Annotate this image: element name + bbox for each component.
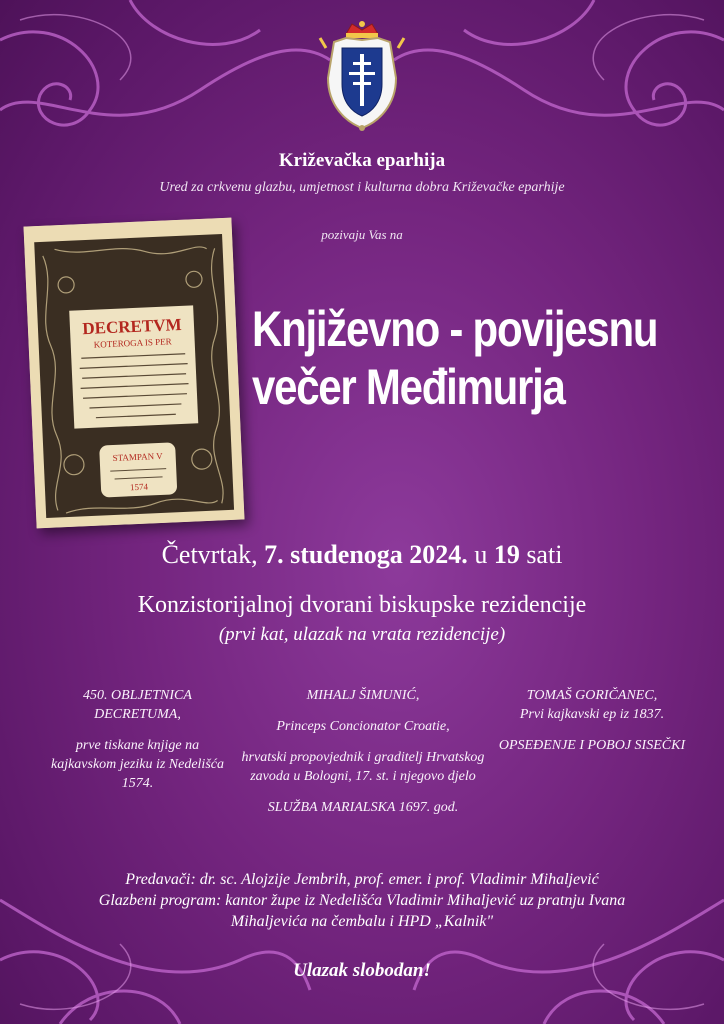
column-1-text: prve tiskane knjige na kajkavskom jeziku iz Nedelišća 1574. <box>50 738 224 791</box>
eparchy-name: Križevačka eparhija <box>278 150 446 171</box>
event-venue: Konzistorijalnoj dvorani biskupske rezidencije <box>137 592 587 618</box>
event-hour-suffix: sati <box>526 540 563 569</box>
eparchy-coat-of-arms-logo <box>316 18 408 134</box>
program-column-2 <box>236 686 490 829</box>
music-program-line-1: Glazbeni program: kantor župe iz Nedelišća Vladimir Mihaljević uz pratnju Ivana <box>98 892 626 909</box>
book-cover-year: 1574 <box>129 481 149 493</box>
lecturers-text: Predavači: dr. sc. Alojzije Jembrih, prof. emer. i prof. Vladimir Mihaljević <box>125 871 599 888</box>
event-date: 7. studenoga 2024. <box>264 540 468 569</box>
event-title-line-2: večer Međimurja <box>252 359 565 415</box>
event-title-line-1: Književno - povijesnu <box>252 301 658 357</box>
column-1-heading: 450. OBLJETNICA DECRETUMA, <box>83 688 192 722</box>
book-cover-footer: STAMPAN V <box>112 450 163 464</box>
event-title <box>252 300 712 416</box>
event-at: u <box>474 540 488 569</box>
book-cover-title: DECRETVM <box>82 314 182 339</box>
program-column-1 <box>50 686 225 805</box>
book-cover-subtitle: KOTEROGA IS PER <box>93 336 172 350</box>
event-day: Četvrtak, <box>161 540 258 569</box>
column-3-heading: TOMAŠ GORIČANEC, <box>526 688 658 703</box>
office-name: Ured za crkvenu glazbu, umjetnost i kulturna dobra Križevačke eparhije <box>159 180 565 195</box>
column-2-line-2: hrvatski propovjednik i graditelj Hrvatskog zavoda u Bologni, 17. st. i njegovo djelo <box>241 750 485 784</box>
program-column-3 <box>494 686 690 767</box>
invitation-text: pozivaju Vas na <box>321 227 403 242</box>
column-2-line-3: SLUŽBA MARIALSKA 1697. god. <box>267 800 459 815</box>
column-3-line-1: Prvi kajkavski ep iz 1837. <box>519 707 665 722</box>
event-venue-note: (prvi kat, ulazak na vrata rezidencije) <box>218 624 506 645</box>
music-program-line-2: Mihaljevića na čembalu i HPD „Kalnik" <box>230 913 494 930</box>
free-entry-note: Ulazak slobodan! <box>293 960 431 981</box>
column-3-line-2: OPSEĐENJE I POBOJ SISEČKI <box>498 738 686 753</box>
event-date-time <box>0 540 724 570</box>
column-2-heading: MIHALJ ŠIMUNIĆ, <box>306 688 420 703</box>
event-hour: 19 <box>493 540 520 569</box>
lecturers-and-music <box>0 869 724 932</box>
decretum-book-cover-image <box>24 218 245 529</box>
column-2-line-1: Princeps Concionator Croatie, <box>276 719 450 734</box>
